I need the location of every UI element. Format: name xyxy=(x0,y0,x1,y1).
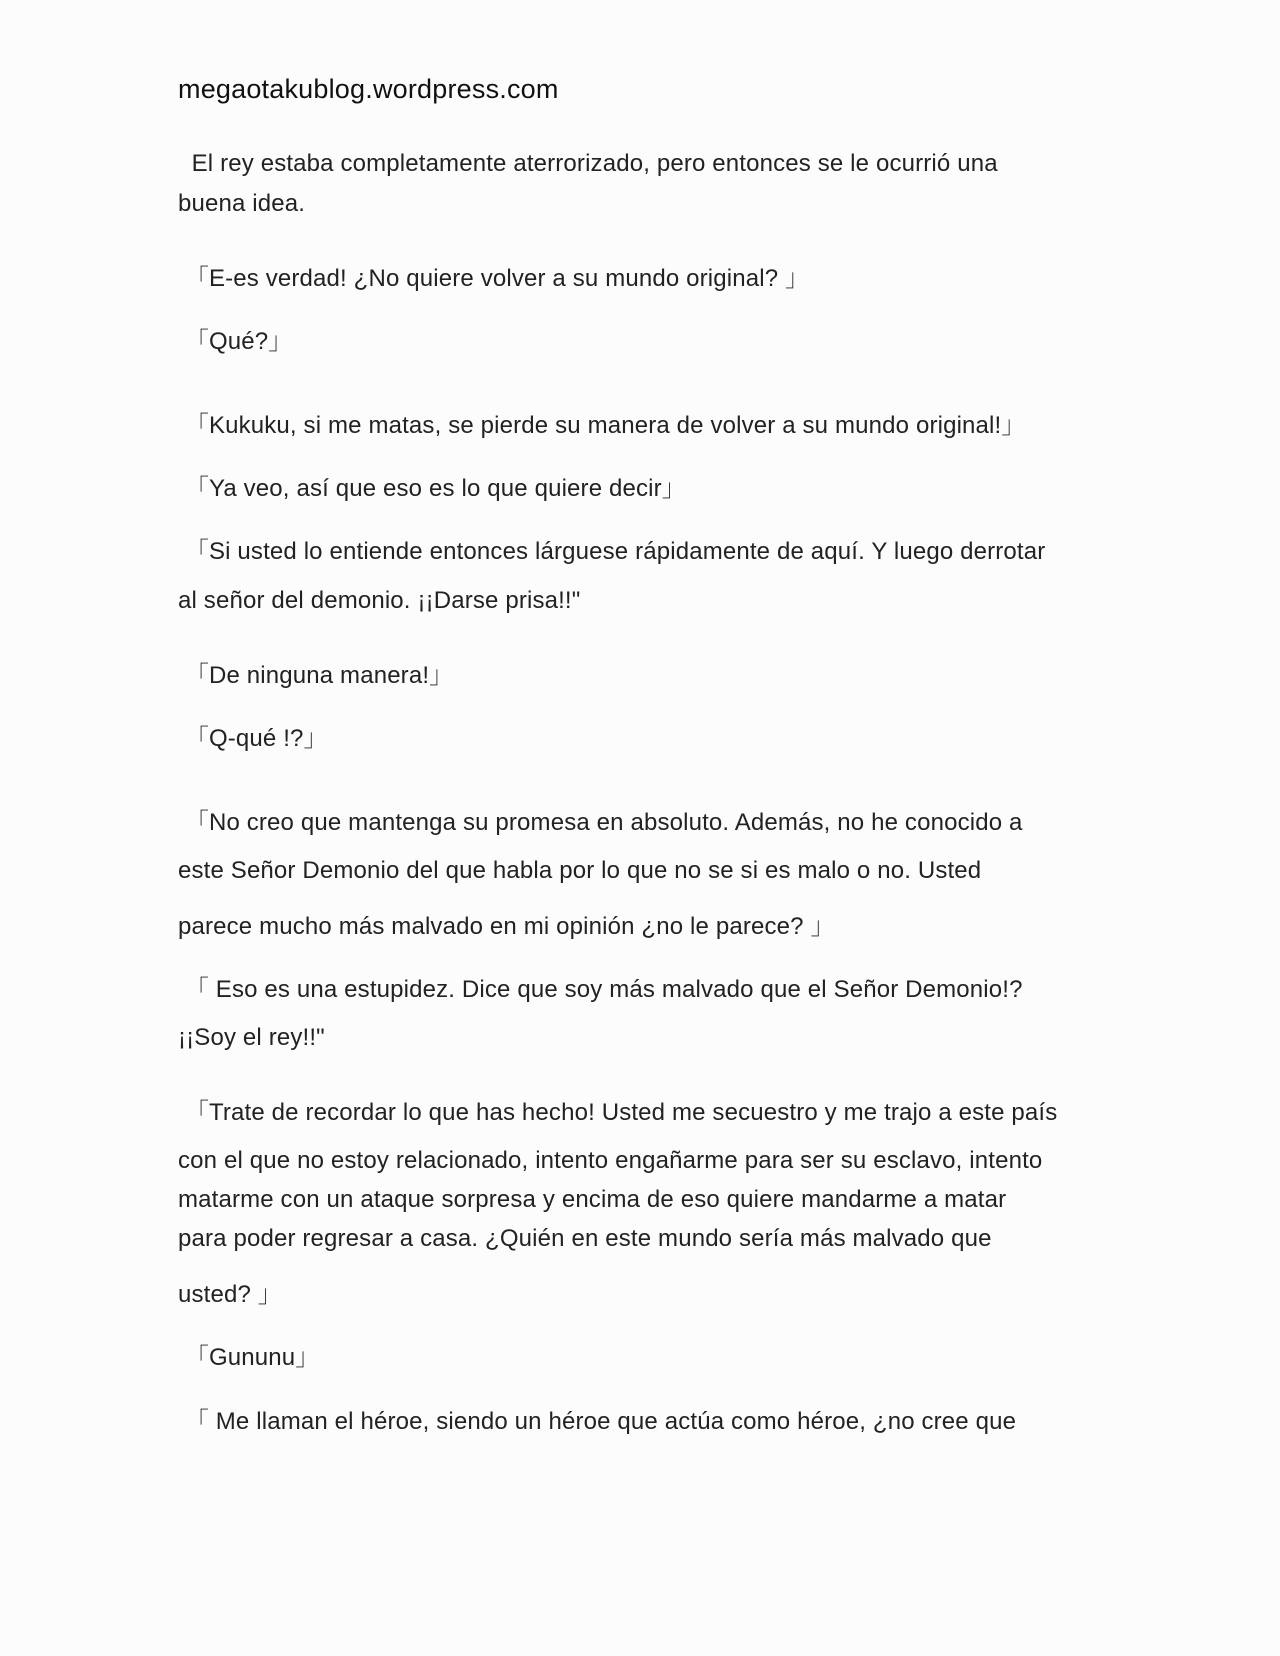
text-line: matarme con un ataque sorpresa y encima de eso quiere mandarme a matar xyxy=(178,1186,1007,1213)
dialogue-line: 「Kukuku, si me matas, se pierde su manera de volver a su mundo original!」 xyxy=(178,412,1026,439)
text-line: El rey estaba completamente aterrorizado, pero entonces se le ocurrió una xyxy=(178,150,998,177)
text-line: usted? 」 xyxy=(178,1281,282,1308)
dialogue-line: 「E-es verdad! ¿No quiere volver a su mundo original? 」 xyxy=(178,265,810,292)
dialogue-line: 「 Me llaman el héroe, siendo un héroe que actúa como héroe, ¿no cree que xyxy=(178,1408,1017,1435)
dialogue-line: 「Si usted lo entiende entonces lárguese rápidamente de aquí. Y luego derrotar xyxy=(178,538,1046,565)
dialogue-line: 「De ninguna manera!」 xyxy=(178,662,454,689)
dialogue-line: 「Gununu」 xyxy=(178,1344,320,1371)
text-line: para poder regresar a casa. ¿Quién en este mundo sería más malvado que xyxy=(178,1225,992,1252)
dialogue-line: 「No creo que mantenga su promesa en absoluto. Además, no he conocido a xyxy=(178,809,1023,836)
text-line: este Señor Demonio del que habla por lo que no se si es malo o no. Usted xyxy=(178,857,982,884)
dialogue-line: 「Qué?」 xyxy=(178,328,293,355)
text-line: al señor del demonio. ¡¡Darse prisa!!" xyxy=(178,587,581,614)
text-line: con el que no estoy relacionado, intento engañarme para ser su esclavo, intento xyxy=(178,1147,1043,1174)
dialogue-line: 「Trate de recordar lo que has hecho! Usted me secuestro y me trajo a este país xyxy=(178,1099,1058,1126)
text-line: parece mucho más malvado en mi opinión ¿no le parece? 」 xyxy=(178,913,835,940)
text-line: buena idea. xyxy=(178,190,306,217)
text-line: ¡¡Soy el rey!!" xyxy=(178,1024,325,1051)
dialogue-line: 「Q-qué !?」 xyxy=(178,725,328,752)
site-url-header: megaotakublog.wordpress.com xyxy=(178,74,559,104)
dialogue-line: 「 Eso es una estupidez. Dice que soy más malvado que el Señor Demonio!? xyxy=(178,976,1023,1003)
dialogue-line: 「Ya veo, así que eso es lo que quiere decir」 xyxy=(178,475,686,502)
